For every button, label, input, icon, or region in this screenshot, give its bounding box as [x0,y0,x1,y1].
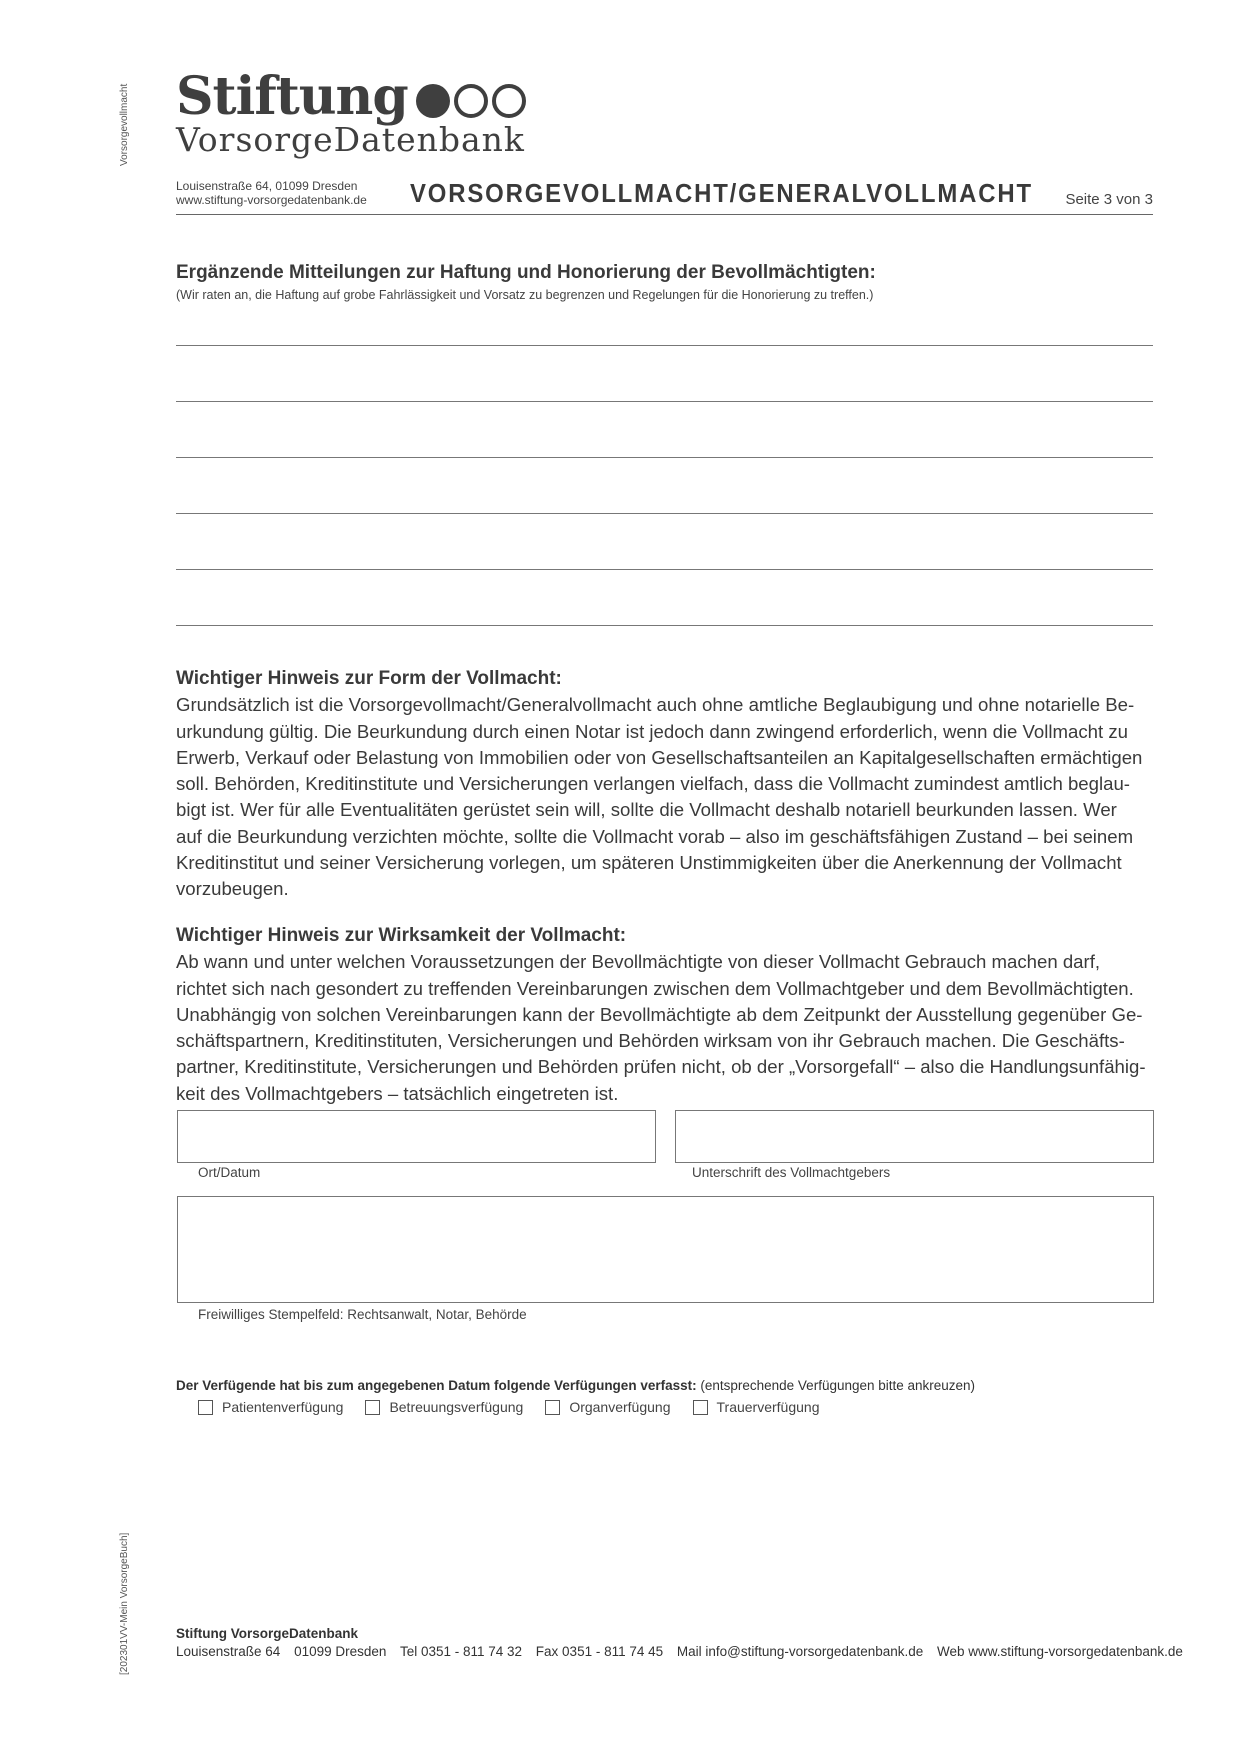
footer-contact [176,1643,1193,1661]
logo-dot-ring-icon [492,84,526,118]
footer-tel: Tel 0351 - 811 74 32 [399,1644,523,1659]
write-line[interactable] [176,345,1153,346]
side-label-bottom: [202301VV-Mein VorsorgeBuch] [119,1532,130,1675]
verfuegungen-checkboxes [198,1399,841,1415]
logo-dots-icon [416,84,530,118]
declaration [176,1378,975,1393]
logo-dot-filled-icon [416,84,450,118]
hinweis-wirksamkeit-heading: Wichtiger Hinweis zur Wirksamkeit der Vollmacht: [176,925,627,946]
header-address [176,179,367,207]
checkbox-label: Patientenverfügung [222,1399,344,1415]
declaration-text: Der Verfügende hat bis zum angegebenen Datum folgende Verfügungen verfasst: [176,1378,697,1393]
checkbox-organverfuegung[interactable] [545,1399,670,1415]
hinweis-form-text: Grundsätzlich ist die Vorsorgevollmacht/Generalvollmacht auch ohne amtliche Beglaubigung und ohne notarielle Be- urkundung gültig. Die Beurkundung durch einen Notar ist jedoch dann zwingend erforderlich, wenn die Vollmacht zu Erwerb, Verkauf oder Belastung von Immobilien oder von Gesellschaftsanteilen an Kapitalgesellschaften ermächtigen soll. Behörden, Kreditinstitute und Versicherungen verlangen vielfach, dass die Vollmacht zumindest amtlich beglau- bigt ist. Wer für alle Eventualitäten gerüstet sein will, sollte die Vollmacht deshalb notariell beurkunden lassen. Wer auf die Beurkundung verzichten möchte, sollte die Vollmacht vorab – also im geschäftsfähigen Zustand – bei seinem Kreditinstitut und seiner Versicherung vorlegen, um späteren Unstimmigkeiten über die Anerkennung der Vollmacht vorzubeugen. [176,694,1143,900]
ort-datum-field[interactable] [177,1110,656,1163]
hinweis-wirksamkeit [176,923,1166,1107]
document-title: VORSORGEVOLLMACHT/GENERALVOLLMACHT [410,178,1033,208]
checkbox-square-icon[interactable] [545,1400,560,1415]
write-line[interactable] [176,457,1153,458]
checkbox-betreuungsverfuegung[interactable] [365,1399,523,1415]
checkbox-label: Organverfügung [569,1399,671,1415]
footer-street: Louisenstraße 64 [176,1644,281,1659]
logo-subtitle: VorsorgeDatenbank [176,120,525,159]
page-number: Seite 3 von 3 [1065,191,1153,208]
footer-name: Stiftung VorsorgeDatenbank [176,1626,359,1641]
address-line: Louisenstraße 64, 01099 Dresden [176,179,358,193]
stempel-label: Freiwilliges Stempelfeld: Rechtsanwalt, Notar, Behörde [198,1307,527,1322]
footer [176,1625,1193,1661]
checkbox-square-icon[interactable] [198,1400,213,1415]
checkbox-patientenverfuegung[interactable] [198,1399,343,1415]
section-heading-haftung: Ergänzende Mitteilungen zur Haftung und Honorierung der Bevollmächtigten: [176,262,876,283]
logo-dot-ring-icon [454,84,488,118]
footer-city: 01099 Dresden [294,1644,387,1659]
section-note-haftung: (Wir raten an, die Haftung auf grobe Fahrlässigkeit und Vorsatz zu begrenzen und Regelungen für die Honorierung zu treffen.) [176,288,874,302]
checkbox-square-icon[interactable] [365,1400,380,1415]
website-line: www.stiftung-vorsorgedatenbank.de [176,193,367,207]
logo-word: Stiftung [176,66,408,127]
footer-mail: Mail info@stiftung-vorsorgedatenbank.de [676,1644,924,1659]
checkbox-trauerverfuegung[interactable] [693,1399,820,1415]
write-line[interactable] [176,401,1153,402]
checkbox-label: Betreuungsverfügung [389,1399,524,1415]
write-line[interactable] [176,513,1153,514]
logo [176,66,530,127]
side-label-top: Vorsorgevollmacht [119,83,130,166]
hinweis-form [176,666,1166,903]
declaration-note: (entsprechende Verfügungen bitte ankreuzen) [700,1378,976,1393]
write-line[interactable] [176,625,1153,626]
hinweis-wirksamkeit-text: Ab wann und unter welchen Voraussetzungen der Bevollmächtigte von dieser Vollmacht Gebrauch machen darf, richtet sich nach gesondert zu treffenden Vereinbarungen zwischen dem Vollmachtgeber und dem Bevollmächtigten. Unabhängig von solchen Vereinbarungen kann der Bevollmächtigte ab dem Zeitpunkt der Ausstellung gegenüber Ge- schäftspartnern, Kreditinstituten, Versicherungen und Behörden wirksam von ihr Gebrauch machen. Die Geschäfts- partner, Kreditinstitute, Versicherungen und Behörden prüfen nicht, ob der „Vorsorgefall“ – also die Handlungsunfähig- keit des Vollmachtgebers – tatsächlich eingetreten ist. [176,951,1146,1104]
footer-web: Web www.stiftung-vorsorgedatenbank.de [937,1644,1183,1659]
header-divider [176,214,1153,215]
footer-fax: Fax 0351 - 811 74 45 [535,1644,664,1659]
checkbox-square-icon[interactable] [693,1400,708,1415]
ort-datum-label: Ort/Datum [198,1165,261,1180]
unterschrift-label: Unterschrift des Vollmachtgebers [692,1165,891,1180]
checkbox-label: Trauerverfügung [716,1399,820,1415]
write-line[interactable] [176,569,1153,570]
stempel-field[interactable] [177,1196,1154,1303]
unterschrift-field[interactable] [675,1110,1154,1163]
hinweis-form-heading: Wichtiger Hinweis zur Form der Vollmacht: [176,668,562,689]
